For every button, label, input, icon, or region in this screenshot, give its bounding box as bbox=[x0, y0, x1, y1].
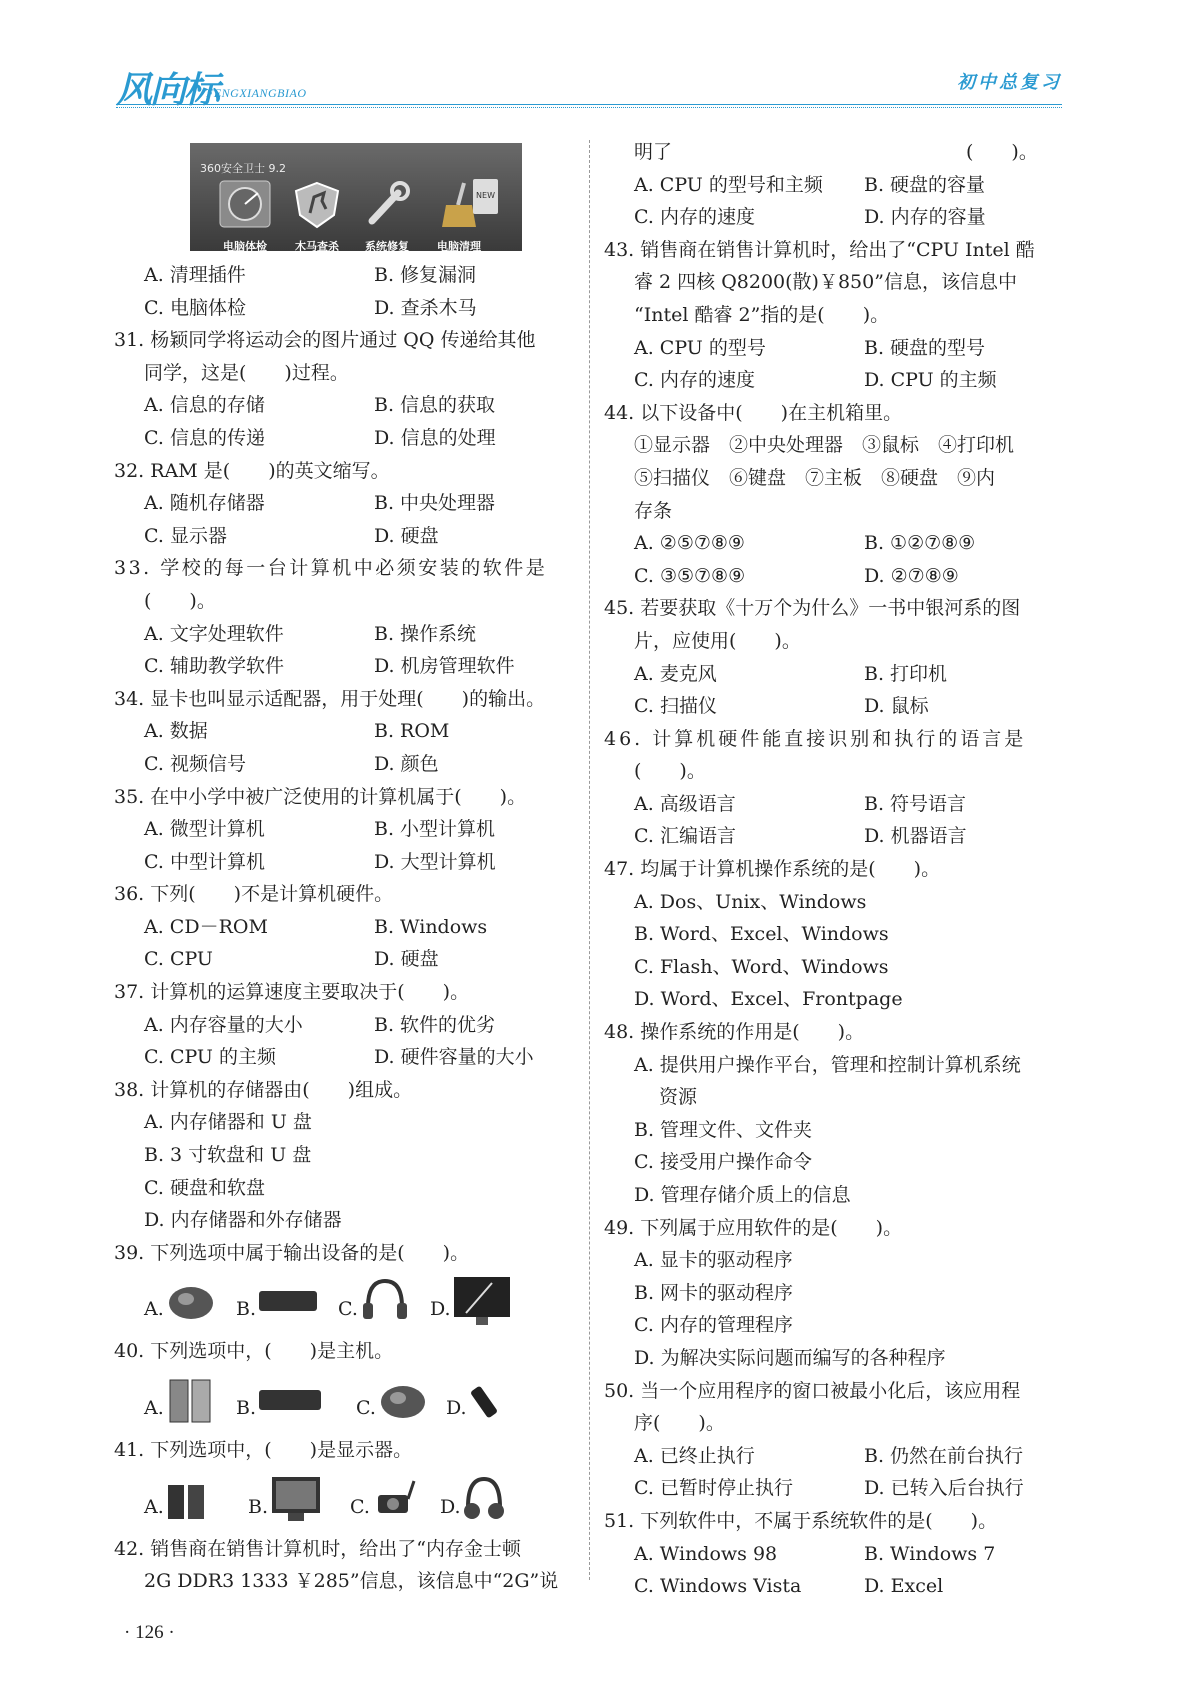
option-label: C. bbox=[338, 1298, 358, 1321]
q44-options-row: C. ③⑤⑦⑧⑨ D. ②⑦⑧⑨ bbox=[634, 564, 959, 587]
q34-options-row: C. 视频信号 D. 颜色 bbox=[144, 752, 439, 775]
option-label: B. bbox=[236, 1298, 257, 1321]
q35-options-row: A. 微型计算机 B. 小型计算机 bbox=[144, 818, 496, 841]
option-label: A. bbox=[144, 1397, 164, 1419]
q48-option: A. 提供用户操作平台，管理和控制计算机系统 bbox=[634, 1053, 1021, 1076]
q48-stem: 48. 操作系统的作用是( )。 bbox=[604, 1021, 865, 1044]
mouse-icon bbox=[378, 1382, 428, 1422]
q37-stem: 37. 计算机的运算速度主要取决于( )。 bbox=[114, 981, 470, 1004]
q47-stem: 47. 均属于计算机操作系统的是( )。 bbox=[604, 858, 941, 881]
new-badge: NEW bbox=[473, 179, 498, 214]
q50-stem: 50. 当一个应用程序的窗口被最小化后，该应用程 bbox=[604, 1379, 1021, 1402]
q38-option: A. 内存储器和 U 盘 bbox=[144, 1111, 312, 1134]
q42-options-row: C. 内存的速度 D. 内存的容量 bbox=[634, 206, 986, 229]
q48-option: D. 管理存储介质上的信息 bbox=[634, 1184, 851, 1206]
q35-stem: 35. 在中小学中被广泛使用的计算机属于( )。 bbox=[114, 785, 527, 808]
q46-options-row: A. 高级语言 B. 符号语言 bbox=[634, 792, 967, 815]
q44-stem-cont: ⑤扫描仪 ⑥键盘 ⑦主板 ⑧硬盘 ⑨内 bbox=[634, 466, 996, 489]
q32-options-row: C. 显示器 D. 硬盘 bbox=[144, 524, 439, 547]
right-column bbox=[604, 136, 1062, 1603]
wrench-icon bbox=[358, 179, 416, 229]
q40-stem: 40. 下列选项中，( )是主机。 bbox=[114, 1340, 394, 1363]
q45-options-row: A. 麦克风 B. 打印机 bbox=[634, 662, 948, 685]
q42-stem: 42. 销售商在销售计算机时，给出了“内存金士顿 bbox=[114, 1537, 521, 1560]
column-divider bbox=[589, 140, 590, 1580]
q50-options-row: A. 已终止执行 B. 仍然在前台执行 bbox=[634, 1444, 1024, 1467]
q49-option: D. 为解决实际问题而编写的各种程序 bbox=[634, 1346, 946, 1369]
q35-options-row: C. 中型计算机 D. 大型计算机 bbox=[144, 850, 496, 873]
q33-options-row: A. 文字处理软件 B. 操作系统 bbox=[144, 622, 477, 645]
q43-options-row: C. 内存的速度 D. CPU 的主频 bbox=[634, 369, 997, 392]
headphones-icon bbox=[462, 1475, 506, 1525]
trojan-scan-tile bbox=[288, 179, 346, 253]
left-column bbox=[114, 136, 570, 1598]
option-label: A. bbox=[144, 1298, 164, 1321]
banner-tile-label: 系统修复 bbox=[365, 240, 409, 253]
q44-stem-cont: ①显示器 ②中央处理器 ③鼠标 ④打印机 bbox=[634, 434, 1015, 457]
option-label: B. bbox=[248, 1495, 269, 1518]
q49-option: A. 显卡的驱动程序 bbox=[634, 1249, 793, 1272]
q30-options-row: A. 清理插件 B. 修复漏洞 bbox=[144, 264, 477, 286]
q39-image-options bbox=[144, 1273, 570, 1335]
q31-options-row: C. 信息的传递 D. 信息的处理 bbox=[144, 426, 496, 449]
monitor-icon bbox=[452, 1275, 512, 1331]
q51-options-row: C. Windows Vista D. Excel bbox=[634, 1575, 944, 1598]
q33-options-row: C. 辅助教学软件 D. 机房管理软件 bbox=[144, 655, 515, 678]
usb-drive-icon bbox=[468, 1382, 508, 1422]
publisher-logo-subtitle: FENGXIANGBIAO bbox=[206, 86, 307, 100]
q42-options-row: A. CPU 的型号和主频 B. 硬盘的容量 bbox=[634, 173, 986, 196]
q48-option: C. 接受用户操作命令 bbox=[634, 1151, 812, 1174]
radar-icon bbox=[216, 179, 274, 229]
q45-stem: 45. 若要获取《十万个为什么》一书中银河系的图 bbox=[604, 597, 1021, 620]
q45-options-row: C. 扫描仪 D. 鼠标 bbox=[634, 695, 929, 718]
q43-stem: 43. 销售商在销售计算机时，给出了“CPU Intel 酷 bbox=[604, 238, 1035, 261]
q44-options-row: A. ②⑤⑦⑧⑨ B. ①②⑦⑧⑨ bbox=[634, 532, 976, 555]
q38-stem: 38. 计算机的存储器由( )组成。 bbox=[114, 1078, 413, 1101]
q34-options-row: A. 数据 B. ROM bbox=[144, 720, 450, 743]
q47-option: A. Dos、Unix、Windows bbox=[634, 890, 867, 913]
q36-options-row: C. CPU D. 硬盘 bbox=[144, 948, 439, 971]
option-label: C. bbox=[350, 1495, 370, 1518]
q39-stem: 39. 下列选项中属于输出设备的是( )。 bbox=[114, 1241, 470, 1264]
mouse-icon bbox=[166, 1283, 216, 1323]
pc-checkup-tile bbox=[216, 179, 274, 253]
q51-options-row: A. Windows 98 B. Windows 7 bbox=[634, 1542, 996, 1565]
q49-option: C. 内存的管理程序 bbox=[634, 1314, 793, 1337]
q44-stem: 44. 以下设备中( )在主机箱里。 bbox=[604, 401, 903, 424]
q36-stem: 36. 下列( )不是计算机硬件。 bbox=[114, 883, 394, 906]
section-title: 初中总复习 bbox=[957, 72, 1062, 93]
headset-icon bbox=[360, 1277, 410, 1329]
option-label: C. bbox=[356, 1397, 376, 1419]
q30-options-row: C. 电脑体检 D. 查杀木马 bbox=[144, 296, 477, 319]
option-label: B. bbox=[236, 1397, 257, 1419]
system-repair-tile bbox=[358, 179, 416, 253]
q33-stem: 33. 学校的每一台计算机中必须安装的软件是 bbox=[114, 557, 548, 580]
q47-option: B. Word、Excel、Windows bbox=[634, 923, 889, 946]
keyboard-icon bbox=[258, 1388, 322, 1414]
banner-tile-label: 电脑体检 bbox=[223, 240, 267, 253]
q46-stem: 46. 计算机硬件能直接识别和执行的语言是 bbox=[604, 727, 1027, 750]
horse-shield-icon bbox=[288, 179, 346, 229]
q32-stem: 32. RAM 是( )的英文缩写。 bbox=[114, 459, 390, 482]
option-label: A. bbox=[144, 1495, 164, 1518]
page-number: · 126 · bbox=[124, 1622, 175, 1643]
software-banner-image bbox=[190, 143, 522, 251]
q43-options-row: A. CPU 的型号 B. 硬盘的型号 bbox=[634, 336, 986, 359]
q37-options-row: A. 内存容量的大小 B. 软件的优劣 bbox=[144, 1013, 496, 1036]
q51-stem: 51. 下列软件中，不属于系统软件的是( )。 bbox=[604, 1509, 998, 1532]
publisher-logo: 风向标 bbox=[116, 70, 219, 111]
q31-stem-cont: 同学，这是( )过程。 bbox=[144, 361, 349, 384]
q38-option: C. 硬盘和软盘 bbox=[144, 1176, 265, 1199]
q44-stem-cont: 存条 bbox=[634, 499, 673, 522]
option-label: D. bbox=[446, 1397, 467, 1419]
q43-stem-cont: 睿 2 四核 Q8200(散)￥850”信息，该信息中 bbox=[634, 271, 1017, 294]
q42-stem-end: 明了 ( )。 bbox=[634, 141, 1038, 163]
q41-stem: 41. 下列选项中，( )是显示器。 bbox=[114, 1439, 413, 1461]
page-header bbox=[0, 0, 1190, 112]
q50-stem-cont: 序( )。 bbox=[634, 1412, 725, 1435]
banner-tile-label: 电脑清理 bbox=[437, 240, 481, 253]
q36-options-row: A. CD－ROM B. Windows bbox=[144, 915, 488, 938]
q37-options-row: C. CPU 的主频 D. 硬件容量的大小 bbox=[144, 1046, 534, 1069]
q40-image-options bbox=[144, 1372, 570, 1434]
q46-options-row: C. 汇编语言 D. 机器语言 bbox=[634, 825, 967, 848]
header-rule bbox=[116, 104, 1062, 105]
computer-case-icon bbox=[166, 1378, 216, 1424]
q46-stem-cont: ( )。 bbox=[634, 760, 706, 783]
q48-option-cont: 资源 bbox=[659, 1086, 698, 1109]
q31-options-row: A. 信息的存储 B. 信息的获取 bbox=[144, 394, 496, 417]
q45-stem-cont: 片，应使用( )。 bbox=[634, 629, 801, 652]
q48-option: B. 管理文件、文件夹 bbox=[634, 1118, 813, 1141]
option-label: D. bbox=[430, 1298, 451, 1321]
q47-option: C. Flash、Word、Windows bbox=[634, 955, 889, 978]
q31-stem: 31. 杨颖同学将运动会的图片通过 QQ 传递给其他 bbox=[114, 329, 536, 352]
q33-stem-cont: ( )。 bbox=[144, 589, 216, 612]
q42-stem-cont: 2G DDR3 1333 ￥285”信息，该信息中“2G”说 bbox=[144, 1570, 559, 1593]
q34-stem: 34. 显卡也叫显示适配器，用于处理( )的输出。 bbox=[114, 687, 546, 710]
q49-stem: 49. 下列属于应用软件的是( )。 bbox=[604, 1216, 903, 1239]
webcam-icon bbox=[372, 1477, 418, 1523]
banner-title: 360安全卫士 9.2 bbox=[200, 162, 286, 175]
monitor-icon bbox=[270, 1475, 322, 1525]
q41-image-options bbox=[144, 1471, 570, 1533]
option-label: D. bbox=[440, 1495, 461, 1518]
header-rule-dotted bbox=[116, 107, 1062, 108]
banner-tile-label: 木马查杀 bbox=[295, 240, 339, 253]
q49-option: B. 网卡的驱动程序 bbox=[634, 1281, 794, 1304]
q50-options-row: C. 已暂时停止执行 D. 已转入后台执行 bbox=[634, 1477, 1024, 1500]
q47-option: D. Word、Excel、Frontpage bbox=[634, 988, 903, 1011]
q43-stem-cont: “Intel 酷睿 2”指的是( )。 bbox=[634, 303, 890, 326]
q38-option: D. 内存储器和外存储器 bbox=[144, 1209, 342, 1232]
keyboard-icon bbox=[258, 1289, 318, 1315]
q38-option: B. 3 寸软盘和 U 盘 bbox=[144, 1144, 312, 1167]
q32-options-row: A. 随机存储器 B. 中央处理器 bbox=[144, 492, 496, 515]
speakers-icon bbox=[166, 1479, 206, 1523]
